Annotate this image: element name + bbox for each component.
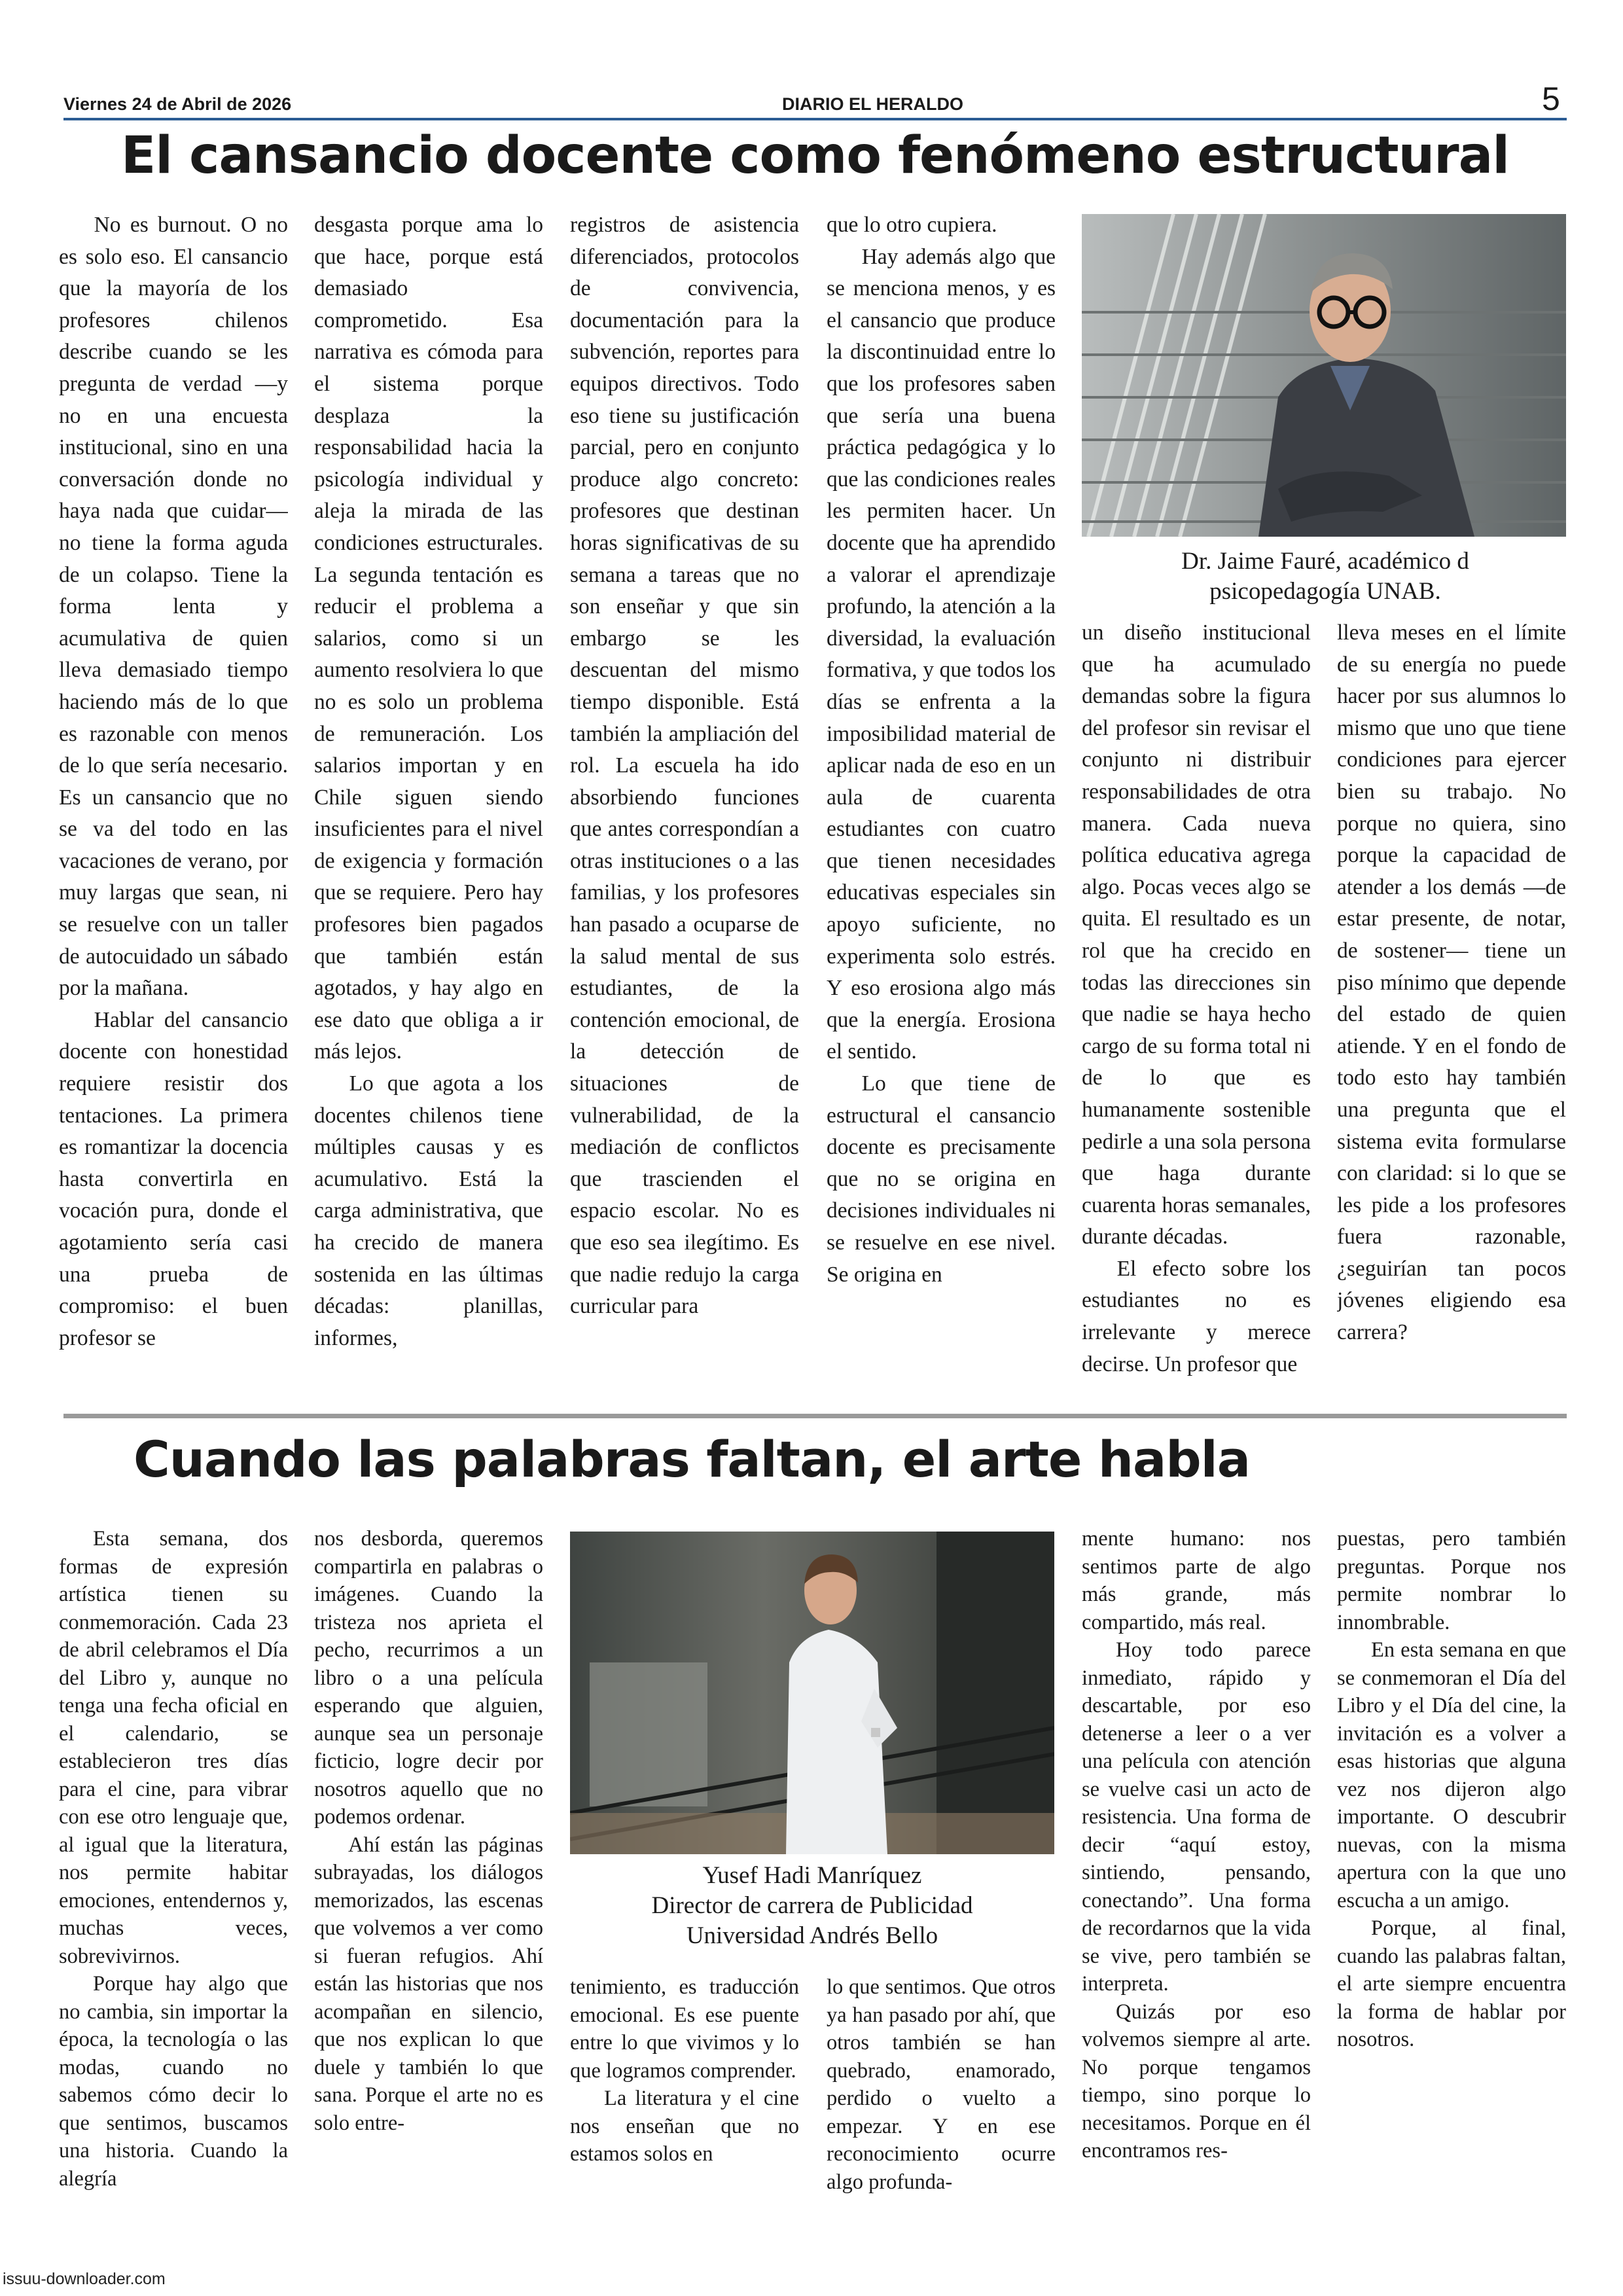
paragraph: Lo que tiene de estructural el cansancio docente es precisamente que no se origina en decisiones individuales ni se resuelve en ese nivel. Se origina en bbox=[827, 1071, 1056, 1287]
paragraph: Hablar del cansancio docente con honestidad requiere resistir dos tentaciones. La primera es romantizar la docencia hasta convertirla en vocación pura, donde el agotamiento sería casi una prueba de compromiso: el buen profesor se bbox=[59, 1007, 288, 1350]
paragraph: Hoy todo parece inmediato, rápido y descartable, por eso detenerse a leer o a ver una película con atención se vuelve casi un acto de resistencia. Una forma de decir “aquí estoy, sintiendo, pensando, conectando”. Una forma de recordarnos que la vida se vive, pero también se interpreta. bbox=[1082, 1638, 1311, 1996]
article-1-column-5 bbox=[1082, 617, 1311, 1403]
article-2-column-6 bbox=[1337, 1525, 1566, 2212]
paragraph: Hay además algo que se menciona menos, y es el cansancio que produce la discontinuidad entre lo que los profesores saben que sería una buena práctica pedagógica y lo que las condiciones reales les permiten hacer. Un docente que ha aprendido a valorar el aprendizaje profundo, la atención a la diversidad, la evaluación formativa, y que todos los días se enfrenta a la imposibilidad material de aplicar nada de eso en un aula de cuarenta estudiantes con cuatro que tienen necesidades educativas especiales sin apoyo suficiente, no experimenta solo estrés. Y eso erosiona algo más que la energía. Erosiona el sentido. bbox=[827, 244, 1056, 1064]
article-2-photo bbox=[570, 1532, 1054, 1854]
paragraph: mente humano: nos sentimos parte de algo más grande, más compartido, más real. bbox=[1082, 1527, 1311, 1634]
paragraph: un diseño institucional que ha acumulado demandas sobre la figura del profesor sin revisar el conjunto ni distribuir responsabilidades de otra manera. Cada nueva política educativa agrega algo. Pocas veces algo se quita. El resultado es un rol que ha crecido en todas las direcciones sin que nadie se haya hecho cargo de su forma total ni de lo que es humanamente sostenible pedirle a una sola persona que haga durante cuarenta horas semanales, durante décadas. bbox=[1082, 620, 1311, 1249]
paragraph: lo que sentimos. Que otros ya han pasado por ahí, que otros también se han quebrado, enamorado, perdido o vuelto a empezar. Y en ese reconocimiento ocurre algo profunda- bbox=[827, 1975, 1056, 2194]
caption-name: Yusef Hadi Manríquez bbox=[702, 1862, 922, 1889]
article-2-column-1 bbox=[59, 1525, 288, 2212]
article-1-photo-caption: Dr. Jaime Fauré, académico d psicopedagogía UNAB. bbox=[1181, 548, 1469, 605]
caption-institution: Universidad Andrés Bello bbox=[686, 1922, 938, 1949]
paragraph: No es burnout. O no es solo eso. El cansancio que la mayoría de los profesores chilenos describe cuando se les pregunta de verdad —y no en una encuesta institucional, sino en una conversación donde no haya nada que cuidar— no tiene la forma aguda de un colapso. Tiene la forma lenta y acumulativa de quien lleva demasiado tiempo haciendo más de lo que es razonable con menos de lo que sería necesario. Es un cansancio que no se va del todo en las vacaciones de verano, por muy largas que sean, ni se resuelve con un taller de autocuidado un sábado por la mañana. bbox=[59, 213, 288, 1001]
paragraph: Lo que agota a los docentes chilenos tiene múltiples causas y es acumulativo. Está la carga administrativa, que ha crecido de manera sostenida en las últimas décadas: planillas, informes, bbox=[314, 1071, 543, 1350]
page-number: 5 bbox=[1542, 81, 1560, 117]
section-divider bbox=[63, 1414, 1567, 1418]
article-1-column-3 bbox=[570, 209, 799, 1388]
paragraph: Ahí están las páginas subrayadas, los diálogos memorizados, las escenas que volvemos a ver como si fueran refugios. Ahí están las historias que nos acompañan en silencio, que nos explican lo que duele y también lo que sana. Porque el arte no es solo entre- bbox=[314, 1833, 543, 2135]
newspaper-name: DIARIO EL HERALDO bbox=[782, 94, 964, 114]
article-2-photo-caption bbox=[570, 1861, 1054, 1951]
paragraph: Porque, al final, cuando las palabras faltan, el arte siempre encuentra la forma de hablar por nosotros. bbox=[1337, 1916, 1566, 2051]
article-1-column-6 bbox=[1337, 617, 1566, 1403]
caption-role: Director de carrera de Publicidad bbox=[651, 1892, 973, 1919]
source-credit: issuu-downloader.com bbox=[3, 2270, 166, 2288]
article-2-column-2 bbox=[314, 1525, 543, 2212]
issue-date: Viernes 24 de Abril de 2026 bbox=[63, 94, 292, 114]
article-1-column-2 bbox=[314, 209, 543, 1388]
paragraph: Esta semana, dos formas de expresión artística tienen su conmemoración. Cada 23 de abril celebramos el Día del Libro y, aunque no tenga una fecha oficial en el calendario, se establecieron tres días para el cine, para vibrar con ese otro lenguaje que, al igual que la literatura, nos permite habitar emociones, entendernos y, muchas veces, sobrevivirnos. bbox=[59, 1527, 288, 1968]
article-1-column-1 bbox=[59, 209, 288, 1388]
article-1-headline: El cansancio docente como fenómeno estructural bbox=[120, 126, 1510, 185]
paragraph: nos desborda, queremos compartirla en palabras o imágenes. Cuando la tristeza nos aprieta el pecho, recurrimos a un libro o a una película esperando que alguien, aunque sea un personaje ficticio, logre decir por nosotros aquello que no podemos ordenar. bbox=[314, 1527, 543, 1829]
article-2-column-5 bbox=[1082, 1525, 1311, 2212]
paragraph: Quizás por eso volvemos siempre al arte. No porque tengamos tiempo, sino porque lo necesitamos. Porque en él encontramos res- bbox=[1082, 2000, 1311, 2162]
article-1-column-4 bbox=[827, 209, 1056, 1388]
portrait-photo-yusef-hadi bbox=[570, 1532, 1054, 1854]
article-2-column-4 bbox=[827, 1973, 1056, 2222]
paragraph: La literatura y el cine nos enseñan que no estamos solos en bbox=[570, 2087, 799, 2166]
article-2-column-3 bbox=[570, 1973, 799, 2222]
paragraph: tenimiento, es traducción emocional. Es ese puente entre lo que vivimos y lo que logramos comprender. bbox=[570, 1975, 799, 2083]
paragraph: lleva meses en el límite de su energía no puede hacer por sus alumnos lo mismo que uno que tiene condiciones para ejercer bien su trabajo. No porque no quiera, sino porque la capacidad de atender a los demás —de estar presente, de notar, de sostener— tiene un piso mínimo que depende del estado de quien atiende. Y en el fondo de todo esto hay también una pregunta que el sistema evita formularse con claridad: si lo que se les pide a los profesores fuera razonable, ¿seguirían tan pocos jóvenes eligiendo esa carrera? bbox=[1337, 620, 1566, 1345]
article-1-photo bbox=[1082, 214, 1566, 537]
portrait-photo-jaime-faure bbox=[1082, 214, 1566, 537]
paragraph: desgasta porque ama lo que hace, porque está demasiado comprometido. Esa narrativa es cómoda para el sistema porque desplaza la responsabilidad hacia la psicología individual y aleja la mirada de las condiciones estructurales. La segunda tentación es reducir el problema a salarios, como si un aumento resolviera lo que no es solo un problema de remuneración. Los salarios importan y en Chile siguen siendo insuficientes para el nivel de exigencia y formación que se requiere. Pero hay profesores bien pagados que también están agotados, y hay algo en ese dato que obliga a ir más lejos. bbox=[314, 213, 543, 1064]
paragraph: que lo otro cupiera. bbox=[827, 213, 997, 237]
article-2-headline: Cuando las palabras faltan, el arte habla bbox=[134, 1430, 1250, 1488]
paragraph: puestas, pero también preguntas. Porque nos permite nombrar lo innombrable. bbox=[1337, 1527, 1566, 1634]
paragraph: registros de asistencia diferenciados, protocolos de convivencia, documentación para la subvención, reportes para equipos directivos. Todo eso tiene su justificación parcial, pero en conjunto produce algo concreto: profesores que destinan horas significativas de su semana a tareas que no son enseñar y que sin embargo se les descuentan del mismo tiempo disponible. Está también la ampliación del rol. La escuela ha ido absorbiendo funciones que antes correspondían a otras instituciones o a las familias, y los profesores han pasado a ocuparse de la salud mental de sus estudiantes, de la contención emocional, de la detección de situaciones de vulnerabilidad, de la mediación de conflictos que trascienden el espacio escolar. No es que eso sea ilegítimo. Es que nadie redujo la carga curricular para bbox=[570, 213, 799, 1319]
paragraph: Porque hay algo que no cambia, sin importar la época, la tecnología o las modas, cuando no sabemos cómo decir lo que sentimos, buscamos una historia. Cuando la alegría bbox=[59, 1972, 288, 2191]
paragraph: En esta semana en que se conmemoran el Día del Libro y el Día del cine, la invitación es a volver a esas historias que alguna vez nos dijeron algo importante. O descubrir nuevas, con la misma apertura con la que uno escucha a un amigo. bbox=[1337, 1638, 1566, 1912]
header-rule bbox=[63, 118, 1567, 120]
paragraph: El efecto sobre los estudiantes no es irrelevante y merece decirse. Un profesor que bbox=[1082, 1256, 1311, 1376]
